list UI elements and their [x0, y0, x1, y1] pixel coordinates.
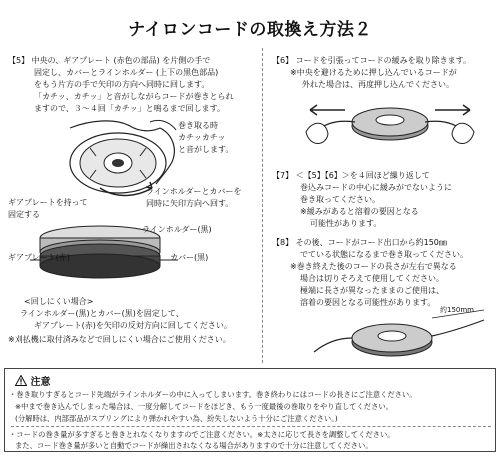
label-rotate-2: カチッカチッ — [178, 133, 226, 142]
label-gear-red: ギアプレート(赤) — [8, 253, 70, 262]
hard-case-line-2: ギアプレート(赤)を矢印の反対方向に回してください。 — [34, 321, 232, 330]
label-gear-hold-1: ギアプレートを持って — [8, 198, 88, 207]
step5-line-2: 固定し、カバーとラインホルダー (上下の黒色部品) — [34, 68, 219, 77]
caution-heading-text: 注意 — [30, 377, 51, 388]
step6-pull-illustration — [300, 92, 480, 160]
step5-line-1: 【5】 中央の、ギアプレート (赤色の部品) を片側の手で — [8, 56, 211, 65]
caution-item-3: (分解時は、内部部品がスプリングにより弾かれやすい為、紛失しないよう十分にご注意ください。) — [15, 414, 338, 423]
step6-line-2: ※中央を避けるために押し込んでいるコードが — [290, 68, 457, 77]
caution-heading — [15, 373, 50, 388]
step5-line-3: をもう片方の手で矢印の方向へ同時に回します。 — [34, 80, 210, 89]
step7-line-3: 巻き取ってください。 — [300, 195, 380, 204]
caution-item-5: また、コード巻き量が多いと自動でコードが繰出されなくなる場合がありますので十分に注意してください。 — [15, 441, 373, 450]
caution-box — [4, 368, 496, 452]
step6-line-3: 外れた場合は、再度押し込んでください。 — [302, 80, 454, 89]
step7-line-2: 巻込みコードの中心に緩みがでないように — [300, 183, 452, 192]
label-cover-black: カバー(黒) — [170, 253, 209, 262]
step8-line-6: 溶着の要因となる可能性があります。 — [300, 298, 436, 307]
step7-line-4: ※緩みがあると溶着の要因となる — [300, 207, 419, 216]
hard-case-line-1: ラインホルダー(黒)とカバー(黒)を固定して、 — [20, 309, 184, 318]
step7-line-5: 可能性があります。 — [310, 219, 382, 228]
warning-icon — [15, 377, 30, 388]
label-holder-cover-2: 同時に矢印方向へ回す。 — [146, 199, 234, 208]
caution-item-4: ・コードの巻き量が多すぎると巻きとれなくなりますのでご注意ください。※太さに応じて長さを調整してください。 — [9, 430, 395, 439]
label-holder-cover-1: ラインホルダーとカバーを — [146, 187, 242, 196]
hard-case-heading: <回しにくい場合> — [24, 297, 94, 306]
step8-spool-illustration — [312, 308, 492, 364]
step8-line-3: ※巻き終えた後のコードの長さが左右で異なる — [290, 262, 457, 271]
label-gear-hold-2: 固定する — [8, 210, 40, 219]
step8-line-1: 【8】 その後、コードがコード出口から約150㎜ — [272, 238, 447, 247]
step8-line-4: 場合は切りそろえて使用してください。 — [300, 274, 444, 283]
label-rotate-3: と音がします。 — [178, 145, 234, 154]
step8-line-5: 極端に長さが異なったままのご使用は、 — [300, 286, 444, 295]
caution-item-1: ・巻き取りすぎるとコード先端がラインホルダーの中に入ってしまいます。巻き終わりにはコードの長さにご注意ください。 — [9, 390, 417, 399]
label-150mm: 約150mm — [440, 306, 474, 314]
step5-note: ※刈払機に取付済みなどで回しにくい場合にご使用ください。 — [8, 335, 231, 344]
label-holder-black: ラインホルダー(黒) — [142, 225, 212, 234]
caution-divider — [11, 426, 491, 427]
column-divider — [262, 48, 263, 363]
step8-line-2: でている状態になるまで巻き取ってください。 — [300, 250, 468, 259]
step5-line-5: ますので、３～４回「カチッ」と鳴るまで回します。 — [34, 104, 225, 113]
step7-line-1: 【7】 ＜【5】【6】＞を４回ほど繰り返して — [272, 171, 430, 180]
label-rotate-1: 巻き取る時 — [178, 121, 218, 130]
caution-item-2: ※中まで巻き込んでしまった場合は、一度分解してコードをほどき、もう一度最後の巻取りをやり直してください。 — [15, 402, 393, 411]
step6-line-1: 【6】 コードを引張ってコードの緩みを取り除きます。 — [272, 56, 471, 65]
page-title: ナイロンコードの取換え方法２ — [128, 20, 372, 40]
step5-line-4: 「カチッ、カチッ」と音がしながらコードが巻きとられ — [34, 92, 234, 101]
